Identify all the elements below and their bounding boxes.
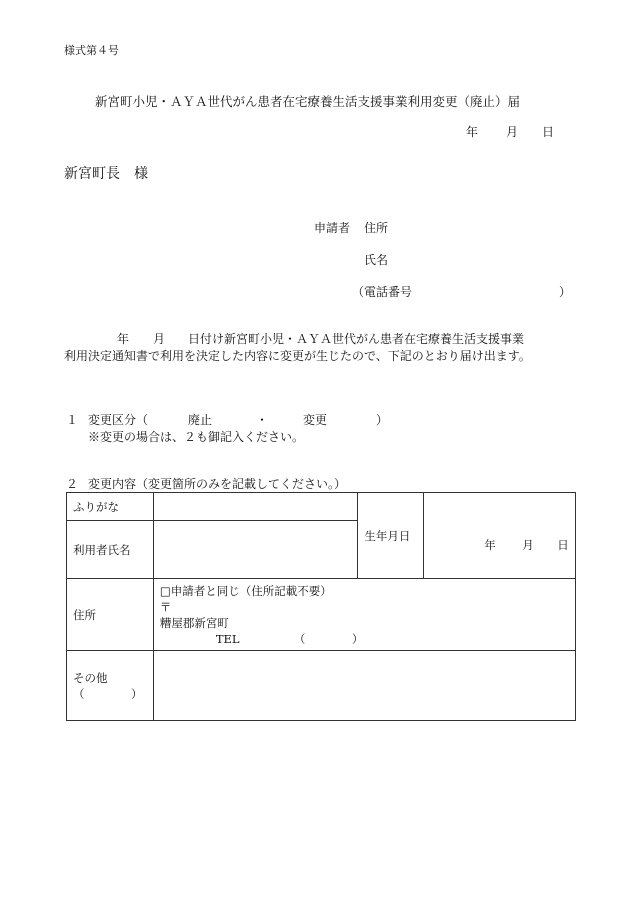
other-paren — [73, 686, 147, 702]
user-name-field[interactable] — [153, 521, 358, 579]
section2-number: ２ — [66, 477, 79, 491]
same-as-applicant-checkbox[interactable]: □申請者と同じ（住所記載不要） — [159, 584, 332, 598]
other-field[interactable] — [153, 651, 575, 721]
user-name-label: 利用者氏名 — [67, 521, 154, 579]
section1-label: 変更区分（ — [88, 413, 149, 427]
birthdate-field[interactable] — [424, 493, 576, 579]
intro-year: 年 — [117, 332, 130, 346]
option-abolish[interactable]: 廃止 — [188, 413, 213, 427]
furigana-field[interactable] — [153, 493, 358, 521]
address-field[interactable] — [153, 579, 575, 651]
birth-month-label: 月 — [522, 538, 534, 552]
option-separator: ・ — [256, 413, 269, 427]
other-label-cell — [67, 651, 154, 721]
tel-paren-close: ） — [351, 632, 364, 646]
date-year-label: 年 — [466, 125, 479, 139]
table-row-other — [67, 651, 576, 721]
applicant-name-label: 氏名 — [364, 253, 389, 267]
other-paren-open: （ — [73, 686, 85, 701]
postal-mark: 〒 — [159, 600, 172, 614]
tel-paren-open: （ — [293, 632, 306, 646]
document-title: 新宮町小児・ＡＹＡ世代がん患者在宅療養生活支援事業利用変更（廃止）届 — [95, 94, 521, 109]
intro-line1: 日付け新宮町小児・ＡＹＡ世代がん患者在宅療養生活支援事業 — [188, 332, 525, 346]
section1-number: １ — [66, 413, 79, 427]
addressee: 新宮町長 様 — [64, 166, 148, 182]
change-content-table — [66, 492, 576, 721]
date-month-label: 月 — [506, 125, 519, 139]
applicant-phone-close: ） — [559, 285, 572, 299]
furigana-label: ふりがな — [67, 493, 154, 521]
date-day-label: 日 — [542, 125, 555, 139]
town-name: 糟屋郡新宮町 — [159, 616, 229, 630]
tel-label: TEL — [215, 632, 240, 646]
other-label: その他 — [73, 670, 108, 685]
applicant-label: 申請者 — [314, 221, 351, 235]
intro-month: 月 — [153, 332, 166, 346]
intro-line2: 利用決定通知書で利用を決定した内容に変更が生じたので、下記のとおり届け出ます。 — [64, 349, 531, 363]
birthdate-label: 生年月日 — [358, 493, 424, 579]
birth-day-label: 日 — [557, 538, 569, 552]
section1-close: ） — [376, 413, 389, 427]
applicant-address-label: 住所 — [364, 221, 389, 235]
section2-label: 変更内容（変更箇所のみを記載してください。） — [88, 477, 347, 491]
option-change[interactable]: 変更 — [303, 413, 328, 427]
tel-line — [160, 631, 569, 647]
applicant-phone-open: （電話番号 — [352, 285, 413, 299]
form-number: 様式第４号 — [64, 44, 119, 57]
other-paren-close: ） — [131, 686, 143, 701]
section1-note: ※変更の場合は、２も御記入ください。 — [88, 430, 305, 444]
address-label: 住所 — [67, 579, 154, 651]
table-row-furigana — [67, 493, 576, 521]
birth-year-label: 年 — [484, 538, 496, 552]
table-row-address — [67, 579, 576, 651]
